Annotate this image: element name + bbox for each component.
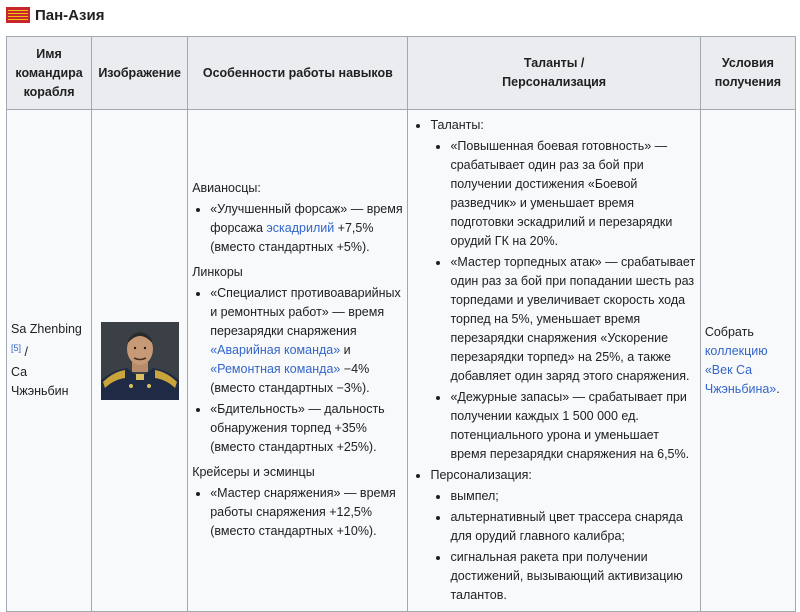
skills-cell: [188, 110, 408, 612]
commander-portrait[interactable]: [101, 322, 179, 400]
personalization-group: [430, 466, 695, 605]
table-header-row: [7, 37, 796, 110]
list-item: • «Мастер торпедных атак» — срабатывает один раз за бой при попадании шесть раз торпедами и увеличивает скорость хода торпед на 5%, уменьшает время перезарядки снаряжения «Ускорение перезарядки торпед» на 25%, а также добавляет один заряд этого снаряжения.: [450, 253, 695, 386]
commander-name-cell: [7, 110, 92, 612]
conditions-cell: [700, 110, 795, 612]
table-row: [7, 110, 796, 612]
list-item: [210, 200, 403, 257]
list-item: • сигнальная ракета при получении достижений, вызывающий активизацию талантов.: [450, 548, 695, 605]
conditions-end: .: [776, 381, 780, 396]
section-title: Пан-Азия: [35, 6, 105, 24]
carriers-title: Авианосцы:: [192, 180, 261, 195]
header-conditions: Условия получения: [700, 37, 795, 110]
carriers-list: [192, 200, 403, 257]
talents-group: [430, 116, 695, 464]
skill-text: +7,5% (вместо стандартных +5%).: [210, 220, 374, 254]
list-item: • вымпел;: [450, 487, 695, 506]
talents-cell: [408, 110, 700, 612]
pan-asia-flag-icon: [6, 7, 30, 23]
section-heading: [0, 0, 800, 30]
commander-name-ru: Са Чжэньбин: [11, 364, 69, 398]
talents-list: [430, 137, 695, 464]
repair-party-link[interactable]: «Ремонтная команда»: [210, 361, 341, 376]
damage-control-link[interactable]: «Аварийная команда»: [210, 342, 341, 357]
squadrons-link[interactable]: эскадрилий: [266, 220, 335, 235]
talents-title: Таланты:: [430, 118, 484, 132]
skill-text: «Специалист противоаварийных и ремонтных работ» — время перезарядки снаряжения: [210, 285, 401, 338]
skill-text: и: [340, 342, 351, 357]
list-item: • «Дежурные запасы» — срабатывает при получении каждых 1 500 000 ед. потенциального урона и уменьшает время перезарядки снаряжения на 6,5%.: [450, 388, 695, 464]
name-separator: /: [24, 345, 28, 360]
cruisers-list: [192, 484, 403, 541]
skill-text: «Улучшенный форсаж» — время форсажа: [210, 201, 403, 235]
list-item: • «Бдительность» — дальность обнаружения торпед +35% (вместо стандартных +25%).: [210, 400, 403, 457]
list-item: [210, 284, 403, 398]
header-skills: Особенности работы навыков: [188, 37, 408, 110]
commanders-table: [6, 36, 796, 612]
list-item: • «Повышенная боевая готовность» — срабатывает один раз за бой при получении достижения «Боевой разведчик» и уменьшает время подготовки эскадрилий и перезарядки орудий ГК на 20%.: [450, 137, 695, 251]
skill-text: −4% (вместо стандартных −3%).: [210, 361, 370, 395]
battleships-list: [192, 284, 403, 457]
header-image: Изображение: [92, 37, 188, 110]
list-item: • альтернативный цвет трассера снаряда для орудий главного калибра;: [450, 508, 695, 546]
personalization-title: Персонализация:: [430, 468, 532, 482]
conditions-text: Собрать: [704, 324, 754, 339]
header-talents: [408, 37, 700, 110]
header-talents-label: Таланты / Персонализация: [502, 56, 607, 89]
commander-name-en: Sa Zhenbing: [11, 322, 82, 337]
battleships-title: Линкоры: [192, 264, 243, 279]
header-commander-name: Имя командира корабля: [7, 37, 92, 110]
personalization-list: [430, 487, 695, 605]
talents-outer-list: [412, 116, 695, 605]
portrait-cell: [92, 110, 188, 612]
reference-link[interactable]: [5]: [11, 343, 22, 354]
list-item: • «Мастер снаряжения» — время работы снаряжения +12,5% (вместо стандартных +10%).: [210, 484, 403, 541]
cruisers-title: Крейсеры и эсминцы: [192, 464, 315, 479]
collection-link[interactable]: коллекцию «Век Са Чжэньбина»: [704, 343, 777, 396]
